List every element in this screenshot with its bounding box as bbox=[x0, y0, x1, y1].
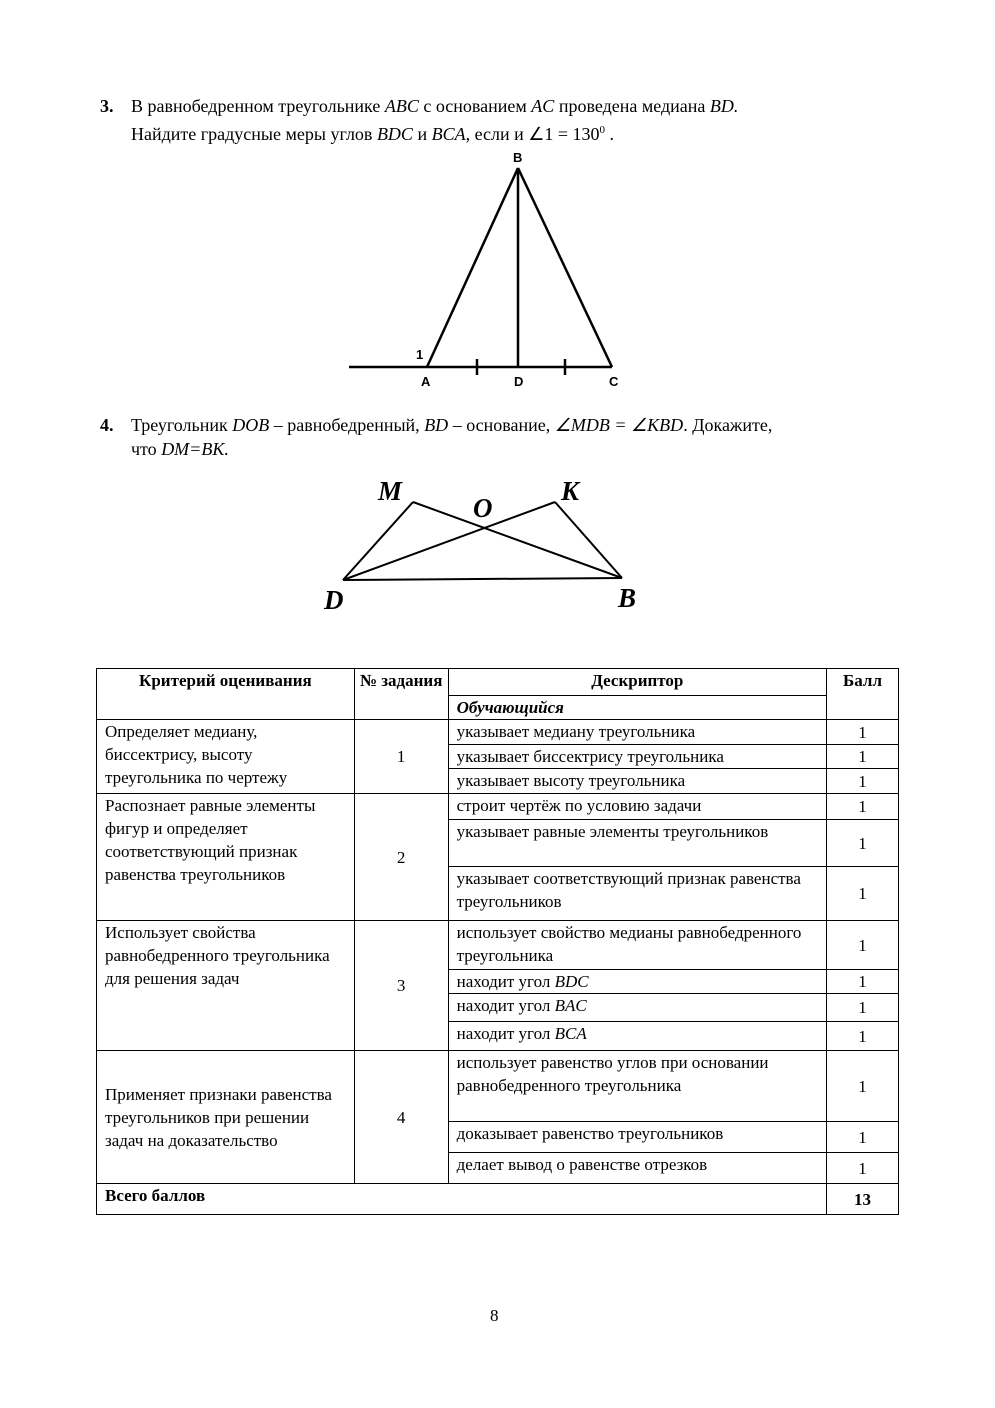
descriptor-cell bbox=[448, 745, 826, 769]
header-student: Обучающийся bbox=[448, 696, 826, 720]
descriptor-cell bbox=[448, 720, 826, 745]
criterion-cell: Определяет медиану, биссектрису, высоту треугольника по чертежу bbox=[97, 720, 355, 794]
descriptor-text: указывает биссектрису треугольника bbox=[456, 747, 724, 766]
descriptor-text: строит чертёж по условию задачи bbox=[456, 796, 702, 815]
descriptor-text: находит угол bbox=[456, 996, 555, 1015]
label-d: D bbox=[324, 585, 344, 615]
task-number-cell: 4 bbox=[354, 1051, 448, 1184]
label-m: M bbox=[378, 476, 403, 506]
label-c: C bbox=[609, 374, 619, 389]
label-k: K bbox=[561, 476, 580, 506]
assessment-table bbox=[96, 668, 899, 1215]
criterion-cell: Распознает равные элементы фигур и определяет соответствующий признак равенства треугольников bbox=[97, 794, 355, 921]
total-label: Всего баллов bbox=[97, 1184, 827, 1215]
descriptor-text: указывает соответствующий признак равенства треугольников bbox=[456, 869, 801, 911]
total-score: 13 bbox=[827, 1184, 899, 1215]
score-cell: 1 bbox=[827, 867, 899, 921]
descriptor-cell bbox=[448, 1051, 826, 1122]
angle-name: BAC bbox=[554, 996, 587, 1015]
descriptor-cell bbox=[448, 1122, 826, 1153]
score-cell: 1 bbox=[827, 1022, 899, 1051]
task-number-cell: 3 bbox=[354, 921, 448, 1051]
descriptor-text: указывает высоту треугольника bbox=[456, 771, 686, 790]
task-4: 4. Треугольник DOB – равнобедренный, BD – основание, ∠MDB = ∠KBD. Докажите, что DM=BK. bbox=[100, 415, 773, 459]
descriptor-text: доказывает равенство треугольников bbox=[456, 1124, 724, 1143]
label-b: B bbox=[618, 583, 637, 613]
descriptor-cell bbox=[448, 921, 826, 970]
descriptor-text: делает вывод о равенстве отрезков bbox=[456, 1155, 708, 1174]
table-row bbox=[97, 794, 899, 820]
task-number-cell: 1 bbox=[354, 720, 448, 794]
table-row bbox=[97, 1051, 899, 1122]
label-o: O bbox=[473, 493, 493, 523]
task-number-cell: 2 bbox=[354, 794, 448, 921]
descriptor-cell bbox=[448, 794, 826, 820]
score-cell: 1 bbox=[827, 745, 899, 769]
task-3: 3. В равнобедренном треугольнике ABC с основанием AC проведена медиана BD. Найдите градусные меры углов BDC и BCA, если и ∠1 = $130^0$ . bbox=[100, 96, 739, 144]
descriptor-cell bbox=[448, 820, 826, 867]
descriptor-text: использует свойство медианы равнобедренного треугольника bbox=[456, 923, 802, 965]
descriptor-text: указывает равные элементы треугольников bbox=[456, 822, 769, 841]
descriptor-cell bbox=[448, 769, 826, 794]
score-cell: 1 bbox=[827, 1122, 899, 1153]
descriptor-cell bbox=[448, 1022, 826, 1051]
descriptor-cell bbox=[448, 970, 826, 994]
score-cell: 1 bbox=[827, 1153, 899, 1184]
label-b: B bbox=[513, 150, 523, 165]
descriptor-text: находит угол bbox=[456, 972, 555, 991]
triangle-abc-figure bbox=[349, 168, 612, 375]
header-descriptor: Дескриптор bbox=[448, 669, 826, 696]
descriptor-cell bbox=[448, 1153, 826, 1184]
label-d: D bbox=[514, 374, 524, 389]
angle-name: BDC bbox=[554, 972, 589, 991]
score-cell: 1 bbox=[827, 820, 899, 867]
table-row bbox=[97, 720, 899, 745]
descriptor-cell bbox=[448, 867, 826, 921]
descriptor-text: использует равенство углов при основании равнобедренного треугольника bbox=[456, 1053, 769, 1095]
header-criterion: Критерий оценивания bbox=[97, 669, 355, 720]
criterion-cell: Применяет признаки равенства треугольников при решении задач на доказательство bbox=[97, 1051, 355, 1184]
label-angle-1: 1 bbox=[416, 347, 424, 362]
table-row bbox=[97, 921, 899, 970]
descriptor-cell bbox=[448, 994, 826, 1022]
score-cell: 1 bbox=[827, 970, 899, 994]
angle-name: BCA bbox=[554, 1024, 587, 1043]
criterion-cell: Использует свойства равнобедренного треугольника для решения задач bbox=[97, 921, 355, 1051]
score-cell: 1 bbox=[827, 769, 899, 794]
label-a: A bbox=[421, 374, 431, 389]
total-row bbox=[97, 1184, 899, 1215]
score-cell: 1 bbox=[827, 994, 899, 1022]
header-number: № задания bbox=[354, 669, 448, 720]
score-cell: 1 bbox=[827, 921, 899, 970]
score-cell: 1 bbox=[827, 794, 899, 820]
descriptor-text: указывает медиану треугольника bbox=[456, 722, 696, 741]
page-number: 8 bbox=[490, 1306, 499, 1325]
score-cell: 1 bbox=[827, 720, 899, 745]
header-score: Балл bbox=[827, 669, 899, 720]
side-ab bbox=[427, 168, 518, 367]
score-cell: 1 bbox=[827, 1051, 899, 1122]
side-bc bbox=[518, 168, 612, 367]
descriptor-text: находит угол bbox=[456, 1024, 555, 1043]
